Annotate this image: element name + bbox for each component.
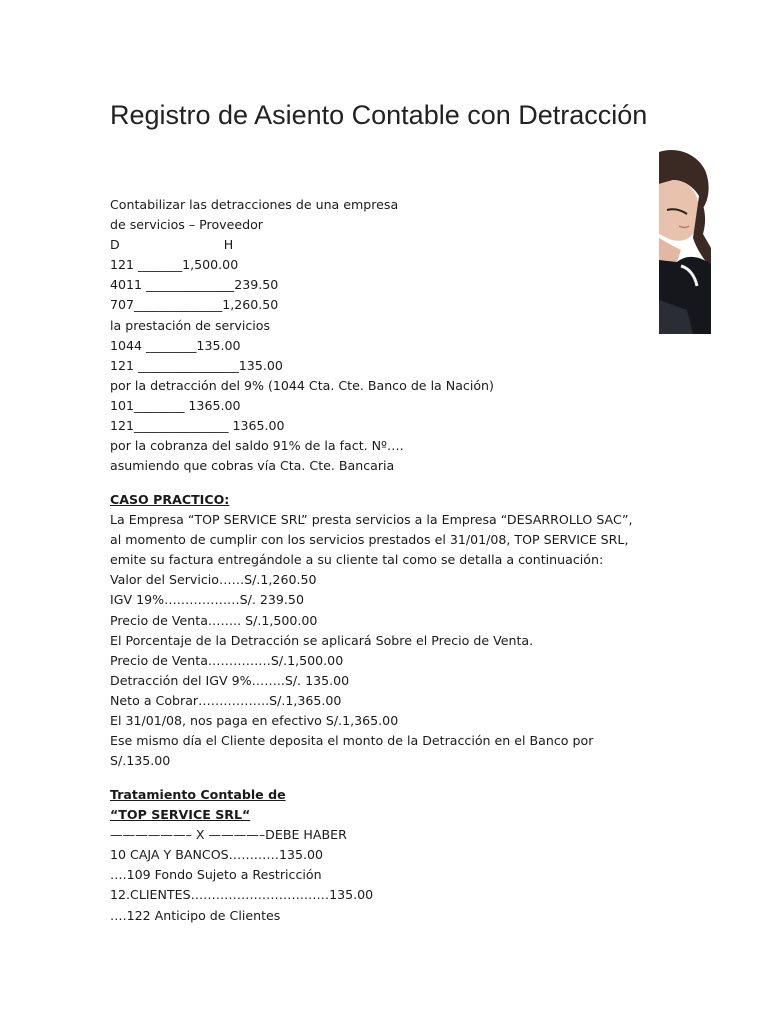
caso-line: Precio de Venta……………S/.1,500.00	[110, 652, 344, 668]
tratamiento-line: ….109 Fondo Sujeto a Restricción	[110, 867, 322, 883]
caso-line: emite su factura entregándole a su cliente tal como se detalla a continuación:	[110, 552, 604, 568]
document-title: Registro de Asiento Contable con Detracción	[110, 100, 648, 130]
caso-practico-section	[110, 490, 670, 771]
intro-line: 121 ________________135.00	[110, 357, 283, 373]
intro-line: 4011 ______________239.50	[110, 277, 279, 293]
tratamiento-line: 12.CLIENTES……………………………135.00	[110, 887, 374, 903]
caso-line: Precio de Venta…….. S/.1,500.00	[110, 612, 318, 628]
caso-line: S/.135.00	[110, 753, 171, 769]
intro-section	[110, 195, 670, 476]
caso-line: Ese mismo día el Cliente deposita el monto de la Detracción en el Banco por	[110, 733, 594, 749]
tratamiento-line: ….122 Anticipo de Clientes	[110, 907, 281, 923]
woman-photo-image	[659, 150, 711, 334]
intro-line: D H	[110, 237, 234, 253]
caso-line: Neto a Cobrar……………..S/.1,365.00	[110, 692, 342, 708]
caso-practico-heading: CASO PRACTICO:	[110, 492, 230, 507]
intro-line: 707______________1,260.50	[110, 297, 279, 313]
intro-line: por la cobranza del saldo 91% de la fact. Nº….	[110, 438, 404, 454]
intro-line: la prestación de servicios	[110, 317, 271, 333]
intro-line: 121 _______1,500.00	[110, 257, 239, 273]
caso-line: Detracción del IGV 9%……..S/. 135.00	[110, 672, 350, 688]
intro-line: 1044 ________135.00	[110, 337, 241, 353]
tratamiento-subheading: “TOP SERVICE SRL“	[110, 807, 251, 823]
intro-line: asumiendo que cobras vía Cta. Cte. Bancaria	[110, 458, 395, 474]
person-photo	[659, 150, 711, 334]
tratamiento-line: 10 CAJA Y BANCOS…………135.00	[110, 847, 324, 863]
intro-line: de servicios – Proveedor	[110, 217, 263, 233]
caso-line: La Empresa “TOP SERVICE SRL” presta servicios a la Empresa “DESARROLLO SAC”,	[110, 512, 633, 528]
caso-line: El 31/01/08, nos paga en efectivo S/.1,365.00	[110, 713, 399, 729]
caso-line: al momento de cumplir con los servicios prestados el 31/01/08, TOP SERVICE SRL,	[110, 532, 629, 548]
intro-line: 101________ 1365.00	[110, 397, 241, 413]
caso-line: Valor del Servicio……S/.1,260.50	[110, 572, 317, 588]
tratamiento-section	[110, 785, 670, 926]
caso-line: IGV 19%………………S/. 239.50	[110, 592, 304, 608]
caso-line: El Porcentaje de la Detracción se aplicará Sobre el Precio de Venta.	[110, 632, 534, 648]
intro-line: Contabilizar las detracciones de una empresa	[110, 197, 399, 212]
intro-line: 121_______________ 1365.00	[110, 418, 285, 434]
tratamiento-heading: Tratamiento Contable de	[110, 787, 286, 802]
tratamiento-line: ——————– X ————–DEBE HABER	[110, 827, 347, 843]
intro-line: por la detracción del 9% (1044 Cta. Cte. Banco de la Nación)	[110, 377, 494, 393]
